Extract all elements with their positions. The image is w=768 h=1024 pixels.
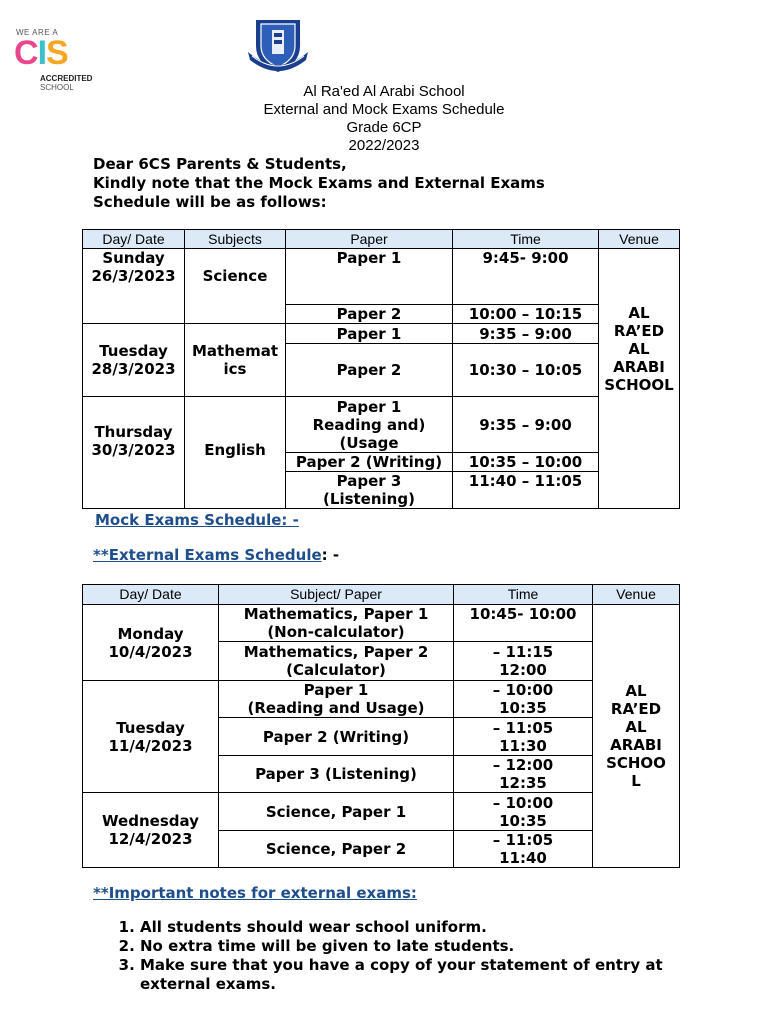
day-date-cell: Wednesday 12/4/2023 [83,793,219,868]
time-cell: 9:35 – 9:00 [453,324,599,344]
paper-cell: Paper 2 (Writing) [286,453,453,472]
subject-paper-cell: Paper 1 (Reading and Usage) [219,681,454,718]
cis-logo-top-text: WE ARE A [16,28,59,37]
day-date-cell: Tuesday 11/4/2023 [83,681,219,793]
cis-accreditation-logo [10,22,110,92]
subject-paper-cell: Science, Paper 1 [219,793,454,831]
external-table-header-row [83,585,680,605]
subject-paper-cell: Paper 3 (Listening) [219,756,454,793]
time-cell: 9:35 – 9:00 [453,397,599,453]
intro-greeting: Dear 6CS Parents & Students, [93,155,347,173]
intro-line-2: Kindly note that the Mock Exams and External Exams [93,174,545,192]
subject-paper-cell: Science, Paper 2 [219,831,454,868]
cis-logo-letters: CIS [14,34,68,72]
col-header-paper: Paper [286,230,453,249]
time-cell: – 12:00 12:35 [454,756,593,793]
list-item: 3. Make sure that you have a copy of your statement of entry at external exams. [140,956,720,994]
venue-cell: AL RA’ED AL ARABI SCHOO L [593,605,680,868]
document-title: External and Mock Exams Schedule [263,101,505,118]
list-item: 1. All students should wear school uniform. [140,918,720,937]
academic-year: 2022/2023 [348,137,420,154]
time-cell: 10:45- 10:00 [454,605,593,642]
table-row [83,681,680,718]
col-header-time: Time [454,585,593,605]
subject-paper-cell: Paper 2 (Writing) [219,718,454,756]
important-notes-heading: **Important notes for external exams: [93,884,417,902]
external-exams-heading: **External Exams Schedule: - [93,546,340,564]
col-header-day-date: Day/ Date [83,585,219,605]
subject-paper-cell: Mathematics, Paper 1 (Non-calculator) [219,605,454,642]
list-item: 2. No extra time will be given to late students. [140,937,720,956]
col-header-subjects: Subjects [185,230,286,249]
time-cell: – 11:05 11:40 [454,831,593,868]
time-cell: – 11:15 12:00 [454,642,593,681]
col-header-venue: Venue [599,230,680,249]
mock-exams-table [82,229,680,509]
time-cell: – 11:05 11:30 [454,718,593,756]
col-header-time: Time [453,230,599,249]
col-header-day-date: Day/ Date [83,230,185,249]
time-cell: – 10:00 10:35 [454,681,593,718]
subject-paper-cell: Mathematics, Paper 2 (Calculator) [219,642,454,681]
external-exams-table [82,584,680,868]
paper-cell: Paper 2 [286,344,453,397]
paper-cell: Paper 1 [286,324,453,344]
venue-cell: AL RA’ED AL ARABI SCHOOL [599,249,680,509]
paper-cell: Paper 1 Reading and) (Usage [286,397,453,453]
table-row [83,793,680,831]
table-row [83,249,680,305]
time-cell: 10:35 – 10:00 [453,453,599,472]
time-cell: 10:00 – 10:15 [453,305,599,324]
time-cell: – 10:00 10:35 [454,793,593,831]
time-cell: 11:40 – 11:05 [453,472,599,509]
col-header-subject-paper: Subject/ Paper [219,585,454,605]
paper-cell: Paper 2 [286,305,453,324]
subject-cell: English [185,397,286,509]
time-cell: 9:45- 9:00 [453,249,599,305]
time-cell: 10:30 – 10:05 [453,344,599,397]
school-name: Al Ra'ed Al Arabi School [303,83,465,100]
mock-table-header-row [83,230,680,249]
day-date-cell: Thursday 30/3/2023 [83,397,185,509]
mock-exams-heading: Mock Exams Schedule: - [95,511,299,529]
paper-cell: Paper 3 (Listening) [286,472,453,509]
grade-label: Grade 6CP [346,119,422,136]
table-row [83,324,680,344]
school-crest-icon [246,16,310,74]
table-row [83,397,680,453]
paper-cell: Paper 1 [286,249,453,305]
cis-logo-accredited-text: ACCREDITED SCHOOL [40,74,93,92]
col-header-venue: Venue [593,585,680,605]
subject-cell: Mathemat ics [185,324,286,397]
day-date-cell: Monday 10/4/2023 [83,605,219,681]
intro-line-3: Schedule will be as follows: [93,193,327,211]
subject-cell: Science [185,249,286,324]
day-date-cell: Tuesday 28/3/2023 [83,324,185,397]
notes-list [102,918,720,994]
day-date-cell: Sunday 26/3/2023 [83,249,185,324]
table-row [83,605,680,642]
